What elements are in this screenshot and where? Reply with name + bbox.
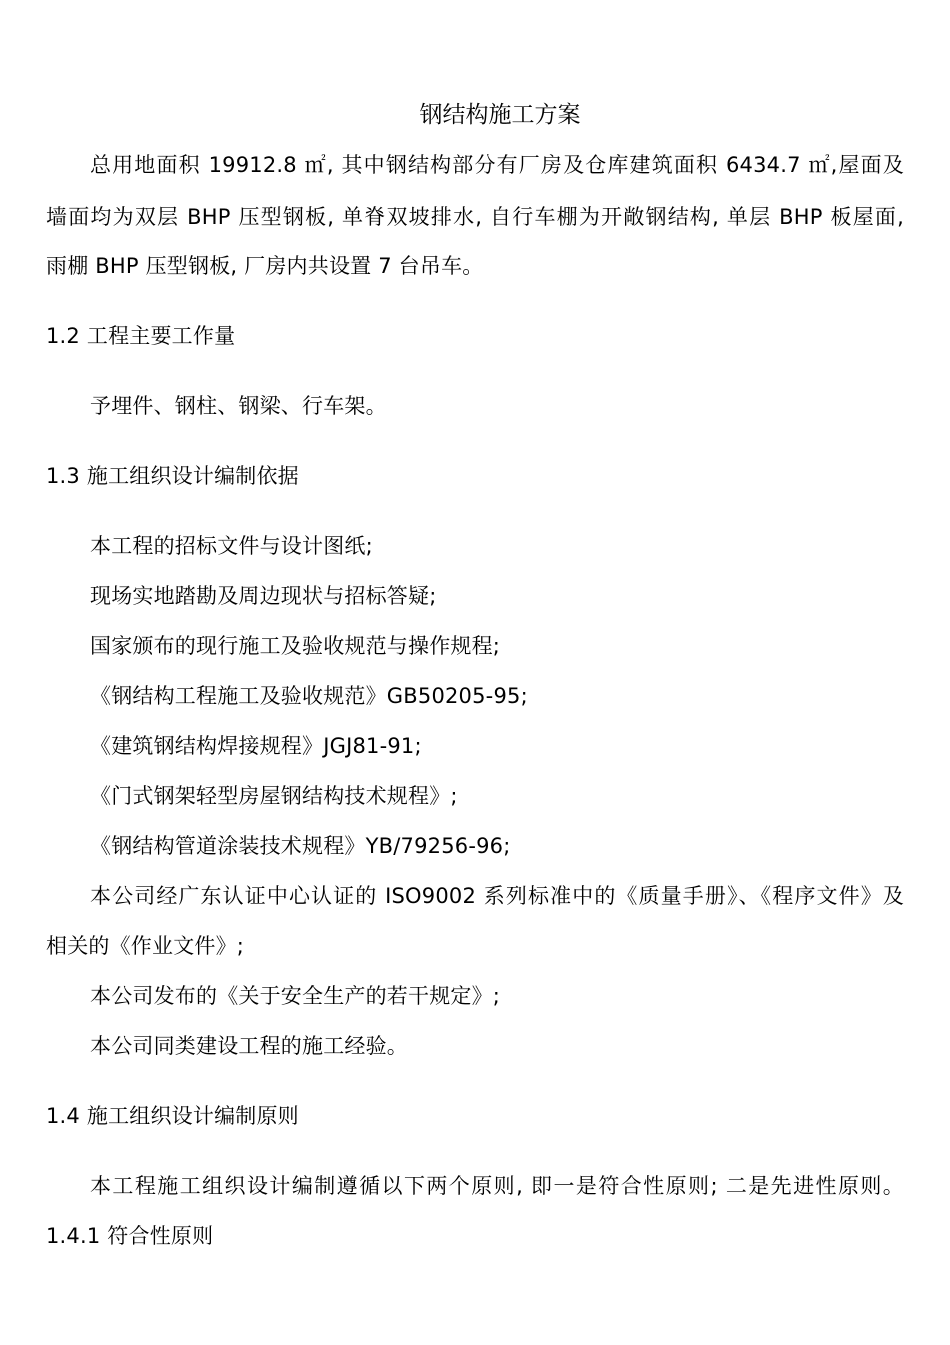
basis-item: 本公司同类建设工程的施工经验。 — [90, 1034, 408, 1058]
basis-item: 《钢结构管道涂装技术规程》YB/79256-96; — [90, 834, 511, 858]
section-1-4-heading: 1.4 施工组织设计编制原则 — [46, 1104, 299, 1128]
section-1-3-heading: 1.3 施工组织设计编制依据 — [46, 464, 299, 488]
basis-item: 《门式钢架轻型房屋钢结构技术规程》; — [90, 784, 458, 808]
basis-item: 《钢结构工程施工及验收规范》GB50205-95; — [90, 684, 528, 708]
document-title: 钢结构施工方案 — [419, 102, 581, 128]
iso-line-2: 相关的《作业文件》; — [46, 934, 245, 958]
section-1-2-text: 予埋件、钢柱、钢梁、行车架。 — [90, 394, 387, 418]
iso-line-1: 本公司经广东认证中心认证的 ISO9002 系列标准中的《质量手册》、《程序文件》及 — [90, 884, 904, 908]
basis-item: 本公司发布的《关于安全生产的若干规定》; — [90, 984, 501, 1008]
section-1-4-1-heading: 1.4.1 符合性原则 — [46, 1224, 214, 1248]
section-1-4-text: 本工程施工组织设计编制遵循以下两个原则, 即一是符合性原则; 二是先进性原则。 — [90, 1174, 904, 1198]
basis-item: 现场实地踏勘及周边现状与招标答疑; — [90, 584, 437, 608]
intro-line-2: 墙面均为双层 BHP 压型钢板, 单脊双坡排水, 自行车棚为开敞钢结构, 单层 BHP 板屋面, — [46, 205, 904, 229]
intro-line-1: 总用地面积 19912.8 ㎡, 其中钢结构部分有厂房及仓库建筑面积 6434.7 ㎡,屋面及 — [90, 153, 904, 177]
section-1-2-heading: 1.2 工程主要工作量 — [46, 324, 236, 348]
basis-item: 国家颁布的现行施工及验收规范与操作规程; — [90, 634, 501, 658]
intro-line-3: 雨棚 BHP 压型钢板, 厂房内共设置 7 台吊车。 — [46, 254, 484, 278]
basis-item: 《建筑钢结构焊接规程》JGJ81-91; — [90, 734, 422, 758]
basis-item: 本工程的招标文件与设计图纸; — [90, 534, 373, 558]
